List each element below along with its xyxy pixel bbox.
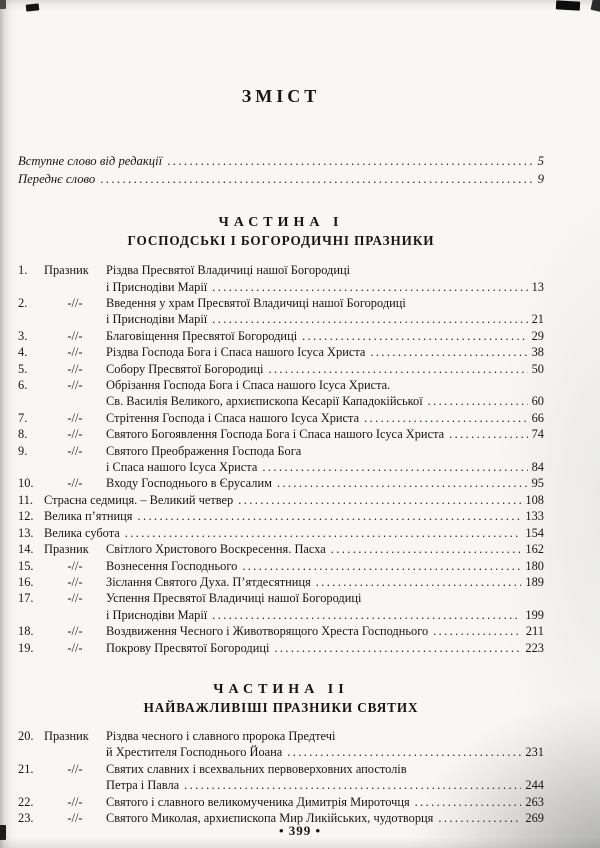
entry-text: Петра і Павла: [106, 778, 180, 793]
part-2: [18, 681, 544, 826]
entry-number: 7.: [18, 410, 28, 425]
entry-page-number: 95: [531, 476, 544, 491]
entry-page-number: 21: [531, 312, 544, 327]
toc-entry: [18, 492, 544, 508]
dot-leader: [184, 777, 521, 793]
toc-entry: [18, 426, 544, 442]
entry-page-number: 74: [531, 427, 544, 442]
entry-number: 16.: [18, 574, 34, 589]
entry-line: Введення у храм Пресвятої Владичиці нашої Богородиці: [106, 296, 406, 310]
toc-entry: [18, 728, 544, 761]
entry-title: [106, 623, 544, 639]
entry-title: [106, 377, 544, 410]
entry-page-number: 244: [525, 778, 544, 793]
dot-leader: [370, 344, 527, 360]
dot-leader: [428, 393, 528, 409]
entry-title: [106, 361, 544, 377]
entry-page-number: 108: [525, 492, 544, 507]
entry-line: [106, 459, 544, 475]
entry-line: [106, 777, 544, 793]
entry-marker: -//-: [67, 410, 83, 425]
dot-leader: [262, 459, 527, 475]
entry-page-number: 154: [525, 525, 544, 540]
entry-text: Стрітення Господа і Спаса нашого Ісуса Христа: [106, 410, 360, 425]
entry-text: Св. Василія Великого, архиєпископа Кесарії Кападокійської: [106, 394, 423, 409]
entry-page-number: 180: [525, 558, 544, 573]
entry-marker: -//-: [67, 624, 83, 639]
entry-title: [106, 761, 544, 794]
entry-number: 22.: [18, 794, 34, 809]
toc-entry: [18, 541, 544, 557]
entry-number: 9.: [18, 443, 28, 458]
entry-title: [106, 344, 544, 360]
entry-number: 17.: [18, 591, 34, 606]
entry-page-number: 38: [531, 345, 544, 360]
entry-title: [106, 443, 544, 476]
entry-page-number: 231: [525, 745, 544, 760]
entry-page-number: 199: [525, 607, 544, 622]
entry-title: [44, 508, 544, 524]
entry-number: 12.: [18, 509, 34, 524]
dot-leader: [277, 475, 528, 491]
entry-number: 23.: [18, 810, 34, 825]
dot-leader: [364, 410, 528, 426]
dot-leader: [433, 623, 522, 639]
entry-line: [106, 410, 544, 426]
entry-line: [106, 328, 544, 344]
intro-label: Переднє слово: [18, 171, 96, 186]
toc-entry: [18, 590, 544, 623]
entry-number: 10.: [18, 476, 34, 491]
entry-line: [44, 492, 544, 508]
entry-page-number: 263: [525, 794, 544, 809]
entry-line: [106, 744, 544, 760]
entry-text: Святого Миколая, архиєпископа Мир Ликійських, чудотворця: [106, 810, 434, 825]
entry-title: [106, 475, 544, 491]
entry-page-number: 60: [531, 394, 544, 409]
entry-line: [44, 508, 544, 524]
page-title: ЗМІСТ: [241, 86, 321, 106]
toc-entry: [18, 443, 544, 476]
toc-entry: [18, 410, 544, 426]
entry-title: [106, 262, 544, 295]
entry-page-number: 211: [525, 624, 544, 639]
footer-page-number: • 399 •: [278, 823, 322, 838]
dot-leader: [316, 574, 522, 590]
toc-entry: [18, 377, 544, 410]
entry-number: 21.: [18, 761, 34, 776]
entry-title: [106, 541, 544, 557]
entry-text: Світлого Христового Воскресення. Пасха: [106, 542, 326, 557]
toc-entry: [18, 640, 544, 656]
toc-entry: [18, 794, 544, 810]
entry-text: Велика п’ятниця: [44, 509, 133, 524]
entry-text: Страсна седмиця. – Великий четвер: [44, 492, 234, 507]
toc-intro-entry: [18, 153, 544, 171]
entry-text: Вознесення Господнього: [106, 558, 238, 573]
entry-marker: -//-: [67, 591, 83, 606]
entry-page-number: 50: [531, 361, 544, 376]
dot-leader: [449, 426, 527, 442]
intro-label: Вступне слово від редакції: [18, 154, 163, 168]
entry-marker: -//-: [67, 328, 83, 343]
entry-line: [106, 794, 544, 810]
dot-leader: [212, 311, 527, 327]
entry-text: і Приснодіви Марії: [106, 279, 208, 294]
entry-text: Велика субота: [44, 525, 120, 540]
dot-leader: [100, 171, 533, 189]
entry-title: [44, 525, 544, 541]
entry-line: Різдва чесного і славного пророка Предтечі: [106, 728, 336, 743]
entry-line: [106, 558, 544, 574]
entry-line: Успення Пресвятої Владичиці нашої Богородиці: [106, 591, 362, 606]
entry-page-number: 84: [531, 460, 544, 475]
toc-entry: [18, 328, 544, 344]
toc-entry: [18, 525, 544, 541]
entry-title: [44, 492, 544, 508]
part-1: [18, 214, 544, 656]
entry-line: [106, 475, 544, 491]
entry-title: [106, 410, 544, 426]
entry-text: Воздвиження Чесного і Животворящого Хреста Господнього: [106, 624, 429, 639]
entry-marker: -//-: [67, 810, 83, 825]
part-2-entries: [18, 728, 544, 826]
entry-line: Різдва Пресвятої Владичиці нашої Богородиці: [106, 263, 351, 278]
entry-title: [106, 574, 544, 590]
dot-leader: [167, 153, 533, 171]
entry-text: Благовіщення Пресвятої Богородиці: [106, 328, 298, 343]
entry-line: [106, 279, 544, 295]
entry-line: [106, 311, 544, 327]
entry-line: [106, 393, 544, 409]
entry-text: Святого Богоявлення Господа Бога і Спаса нашого Ісуса Христа: [106, 427, 445, 442]
entry-line: Святого Преображення Господа Бога: [106, 443, 302, 458]
part-2-subheading: НАЙВАЖЛИВІШІ ПРАЗНИКИ СВЯТИХ: [143, 699, 419, 715]
toc-entry: [18, 475, 544, 491]
entry-line: [106, 623, 544, 639]
entry-number: 11.: [18, 492, 34, 507]
entry-text: Покрову Пресвятої Богородиці: [106, 640, 270, 655]
dot-leader: [331, 541, 522, 557]
entry-text: й Хрестителя Господнього Йоана: [106, 745, 283, 760]
entry-title: [106, 328, 544, 344]
entry-title: [106, 558, 544, 574]
entry-marker: Празник: [44, 728, 89, 743]
entry-number: 20.: [18, 728, 34, 743]
toc-entry: [18, 361, 544, 377]
entry-page-number: 133: [525, 509, 544, 524]
entry-marker: -//-: [67, 345, 83, 360]
intro-entries: [18, 153, 544, 188]
entry-marker: -//-: [67, 361, 83, 376]
toc-entry: [18, 344, 544, 360]
dot-leader: [268, 361, 527, 377]
entry-marker: -//-: [67, 378, 83, 393]
entry-marker: -//-: [67, 794, 83, 809]
entry-number: 18.: [18, 624, 34, 639]
entry-number: 8.: [18, 427, 28, 442]
entry-number: 13.: [18, 525, 34, 540]
entry-marker: -//-: [67, 640, 83, 655]
entry-marker: -//-: [67, 574, 83, 589]
entry-line: [44, 525, 544, 541]
dot-leader: [287, 744, 521, 760]
entry-marker: -//-: [67, 427, 83, 442]
entry-line: [106, 574, 544, 590]
dot-leader: [137, 508, 521, 524]
entry-line: [106, 344, 544, 360]
intro-page-number: 9: [537, 171, 544, 186]
toc-entry: [18, 574, 544, 590]
entry-number: 6.: [18, 378, 28, 393]
entry-number: 3.: [18, 328, 28, 343]
entry-line: [106, 640, 544, 656]
entry-text: Святого і славного великомученика Димитрія Мироточця: [106, 794, 410, 809]
entry-title: [106, 794, 544, 810]
entry-text: і Приснодіви Марії: [106, 607, 208, 622]
part-1-entries: [18, 262, 544, 656]
entry-marker: -//-: [67, 558, 83, 573]
entry-marker: -//-: [67, 296, 83, 310]
part-2-heading: ЧАСТИНА ІІ: [213, 681, 349, 697]
entry-text: Зіслання Святого Духа. П’ятдесятниця: [106, 574, 311, 589]
entry-number: 14.: [18, 542, 34, 557]
entry-title: [106, 640, 544, 656]
entry-number: 15.: [18, 558, 34, 573]
entry-number: 4.: [18, 345, 28, 360]
entry-title: [106, 426, 544, 442]
toc-entry: [18, 558, 544, 574]
entry-marker: -//-: [67, 476, 83, 491]
dot-leader: [212, 607, 521, 623]
intro-page-number: 5: [537, 154, 544, 168]
dot-leader: [302, 328, 527, 344]
entry-marker: -//-: [67, 443, 83, 458]
dot-leader: [242, 558, 521, 574]
entry-number: 2.: [18, 296, 28, 310]
entry-page-number: 223: [525, 640, 544, 655]
entry-page-number: 189: [525, 574, 544, 589]
entry-title: [106, 295, 544, 328]
entry-marker: Празник: [44, 263, 89, 278]
entry-line: [106, 426, 544, 442]
entry-page-number: 269: [525, 810, 544, 825]
entry-page-number: 13: [531, 279, 544, 294]
toc-entry: [18, 262, 544, 295]
entry-number: 1.: [18, 263, 28, 278]
entry-line: [106, 541, 544, 557]
entry-page-number: 29: [531, 328, 544, 343]
toc-entry: [18, 295, 544, 328]
entry-line: Святих славних і всехвальних первоверховних апостолів: [106, 761, 407, 776]
toc-entry: [18, 761, 544, 794]
dot-leader: [212, 279, 527, 295]
entry-line: [106, 361, 544, 377]
toc-entry: [18, 623, 544, 639]
entry-marker: -//-: [67, 761, 83, 776]
dot-leader: [238, 492, 521, 508]
entry-page-number: 162: [525, 542, 544, 557]
entry-text: Собору Пресвятої Богородиці: [106, 361, 264, 376]
entry-page-number: 66: [531, 410, 544, 425]
entry-title: [106, 590, 544, 623]
entry-text: і Приснодіви Марії: [106, 312, 208, 327]
entry-line: [106, 607, 544, 623]
entry-text: Входу Господнього в Єрусалим: [106, 476, 272, 491]
part-1-heading: ЧАСТИНА І: [218, 215, 344, 231]
entry-text: Різдва Господа Бога і Спаса нашого Ісуса Христа: [106, 345, 366, 360]
entry-line: Обрізання Господа Бога і Спаса нашого Ісуса Христа.: [106, 378, 391, 393]
part-1-subheading: ГОСПОДСЬКІ І БОГОРОДИЧНІ ПРАЗНИКИ: [127, 233, 435, 249]
entry-marker: Празник: [44, 542, 89, 557]
entry-text: і Спаса нашого Ісуса Христа: [106, 460, 258, 475]
dot-leader: [415, 794, 522, 810]
entry-title: [106, 728, 544, 761]
toc-entry: [18, 508, 544, 524]
entry-number: 5.: [18, 361, 28, 376]
toc-intro-entry: [18, 171, 544, 189]
dot-leader: [274, 640, 521, 656]
dot-leader: [125, 525, 522, 541]
entry-number: 19.: [18, 640, 34, 655]
